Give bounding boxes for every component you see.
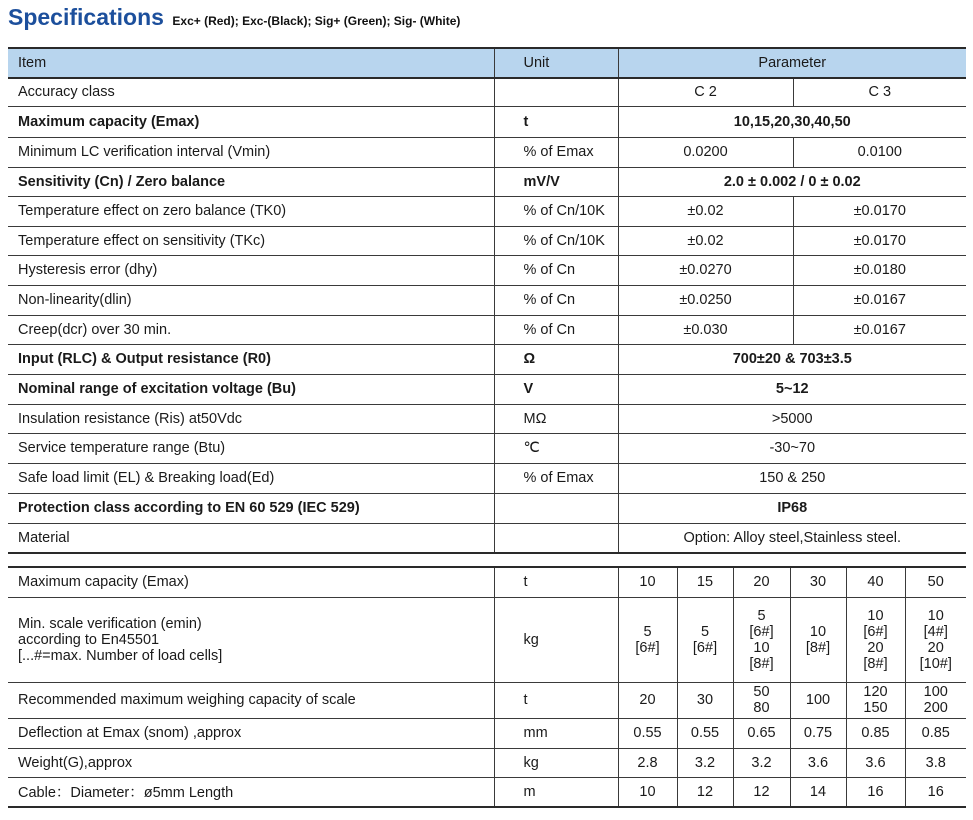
row-item: Protection class according to EN 60 529 (IEC 529) [8,493,494,523]
value-line: [4#] [923,623,948,640]
row-value: 0.65 [733,718,790,748]
value-line: 120 [863,684,888,700]
table-row [8,718,966,748]
table-row [8,106,966,137]
row-item: Deflection at Emax (snom) ,approx [8,718,494,748]
row-parameter: 10,15,20,30,40,50 [618,106,966,137]
table-row [8,777,966,807]
table-row [8,374,966,404]
table-row [8,748,966,777]
value-line: 5 [700,623,710,640]
row-value: 15 [677,567,733,597]
row-unit: kg [494,597,618,682]
row-item: Maximum capacity (Emax) [8,567,494,597]
value-line: [6#] [863,623,888,640]
row-unit: mV/V [494,167,618,196]
row-item: Maximum capacity (Emax) [8,106,494,137]
value-line: [6#] [692,639,718,656]
row-value-c3: 0.0100 [793,137,966,167]
row-item: Creep(dcr) over 30 min. [8,315,494,344]
row-parameter: 5~12 [618,374,966,404]
value-line: 50 [753,684,770,700]
row-value: 12 [677,777,733,807]
table-header-row [8,48,966,78]
table-row [8,226,966,255]
row-item: Temperature effect on zero balance (TK0) [8,196,494,226]
row-value-c2: C 2 [618,78,793,106]
value-line: [6#] [749,623,774,640]
row-unit: kg [494,748,618,777]
value-line: 5 [757,607,766,624]
row-unit [494,493,618,523]
row-value: 3.2 [733,748,790,777]
row-value-c2: ±0.030 [618,315,793,344]
row-value: 12 [733,777,790,807]
row-value [618,597,677,682]
row-unit: t [494,106,618,137]
row-unit: mm [494,718,618,748]
value-line: 80 [753,700,770,716]
row-value-c3: ±0.0170 [793,196,966,226]
wiring-legend: Exc+ (Red); Exc-(Black); Sig+ (Green); Sig- (White) [172,14,461,28]
row-item: Cable：Diameter：ø5mm Length [8,777,494,807]
row-value: 0.85 [846,718,905,748]
row-value: 2.8 [618,748,677,777]
row-value-c3: ±0.0180 [793,255,966,285]
value-line: 20 [867,639,884,656]
value-line: [8#] [863,655,888,672]
row-unit: m [494,777,618,807]
row-parameter: -30~70 [618,433,966,463]
row-value [846,597,905,682]
row-value-c3: ±0.0167 [793,285,966,315]
row-value: 0.85 [905,718,966,748]
value-line: [8#] [749,655,774,672]
row-parameter: Option: Alloy steel,Stainless steel. [618,523,966,553]
row-value: 0.55 [677,718,733,748]
value-line: 30 [696,692,714,708]
row-value: 3.6 [790,748,846,777]
table-row [8,682,966,718]
table-row [8,255,966,285]
row-value [677,597,733,682]
value-line: [8#] [805,639,831,656]
row-value: 14 [790,777,846,807]
table-row [8,285,966,315]
row-unit: ℃ [494,433,618,463]
row-parameter: IP68 [618,493,966,523]
row-item: Input (RLC) & Output resistance (R0) [8,344,494,374]
row-value-c3: C 3 [793,78,966,106]
row-value-c2: 0.0200 [618,137,793,167]
row-value [846,682,905,718]
value-line: 10 [809,623,827,640]
row-value: 16 [846,777,905,807]
table-row [8,493,966,523]
row-value [677,682,733,718]
row-parameter: 150 & 250 [618,463,966,493]
table-row [8,433,966,463]
row-unit: V [494,374,618,404]
row-item-line: Min. scale verification (emin) [18,615,202,632]
row-value: 16 [905,777,966,807]
value-line: 20 [927,639,944,656]
row-value: 0.55 [618,718,677,748]
row-value [733,682,790,718]
row-unit: % of Cn/10K [494,196,618,226]
capacity-table [8,566,966,808]
row-unit: t [494,567,618,597]
row-value: 20 [733,567,790,597]
row-unit: % of Emax [494,463,618,493]
row-value [790,682,846,718]
row-unit: t [494,682,618,718]
row-value: 50 [905,567,966,597]
table-row [8,523,966,553]
row-item-line: according to En45501 [18,631,160,648]
row-value-c2: ±0.02 [618,196,793,226]
value-line: 100 [805,692,831,708]
row-value-c2: ±0.0250 [618,285,793,315]
page-title: Specifications [8,4,164,30]
row-item: Accuracy class [8,78,494,106]
header-item: Item [8,48,494,78]
value-line: 100 [923,684,948,700]
table-row [8,567,966,597]
specifications-table [8,47,966,554]
row-item: Material [8,523,494,553]
row-value [618,682,677,718]
row-parameter: 2.0 ± 0.002 / 0 ± 0.02 [618,167,966,196]
row-item: Safe load limit (EL) & Breaking load(Ed) [8,463,494,493]
value-line: 150 [863,700,888,716]
row-item: Insulation resistance (Ris) at50Vdc [8,404,494,433]
value-line: 10 [753,639,770,656]
row-parameter: >5000 [618,404,966,433]
value-line: 20 [639,692,656,708]
row-value [733,597,790,682]
row-value: 10 [618,567,677,597]
row-value [905,682,966,718]
row-value [790,597,846,682]
row-unit [494,78,618,106]
row-item: Recommended maximum weighing capacity of scale [8,682,494,718]
row-unit: % of Emax [494,137,618,167]
table-row [8,315,966,344]
row-unit: % of Cn [494,315,618,344]
value-line: [6#] [635,639,660,656]
row-item: Hysteresis error (dhy) [8,255,494,285]
value-line: 200 [923,700,948,716]
row-unit: % of Cn/10K [494,226,618,255]
row-value: 3.6 [846,748,905,777]
row-unit: MΩ [494,404,618,433]
row-value-c2: ±0.0270 [618,255,793,285]
header-unit: Unit [494,48,618,78]
header-parameter: Parameter [618,48,966,78]
row-value-c2: ±0.02 [618,226,793,255]
row-item: Temperature effect on sensitivity (TKc) [8,226,494,255]
value-line: [10#] [919,655,952,672]
row-item: Minimum LC verification interval (Vmin) [8,137,494,167]
row-unit: % of Cn [494,255,618,285]
row-value: 3.8 [905,748,966,777]
table-row [8,597,966,682]
value-line: 10 [927,607,944,624]
row-item: Nominal range of excitation voltage (Bu) [8,374,494,404]
row-item: Sensitivity (Cn) / Zero balance [8,167,494,196]
table-row [8,137,966,167]
page-header [8,4,460,31]
table-row [8,404,966,433]
row-value-c3: ±0.0170 [793,226,966,255]
row-item-line: [...#=max. Number of load cells] [18,647,223,664]
table-row [8,344,966,374]
row-value: 0.75 [790,718,846,748]
row-item [8,597,494,682]
row-unit [494,523,618,553]
row-item: Weight(G),approx [8,748,494,777]
row-item: Service temperature range (Btu) [8,433,494,463]
table-row [8,78,966,106]
row-value [905,597,966,682]
row-unit: Ω [494,344,618,374]
row-value: 3.2 [677,748,733,777]
row-unit: % of Cn [494,285,618,315]
row-value: 10 [618,777,677,807]
value-line: 5 [643,623,652,640]
table-row [8,463,966,493]
table-row [8,196,966,226]
value-line: 10 [867,607,884,624]
row-value: 30 [790,567,846,597]
row-value: 40 [846,567,905,597]
row-parameter: 700±20 & 703±3.5 [618,344,966,374]
row-item: Non-linearity(dlin) [8,285,494,315]
row-value-c3: ±0.0167 [793,315,966,344]
table-row [8,167,966,196]
